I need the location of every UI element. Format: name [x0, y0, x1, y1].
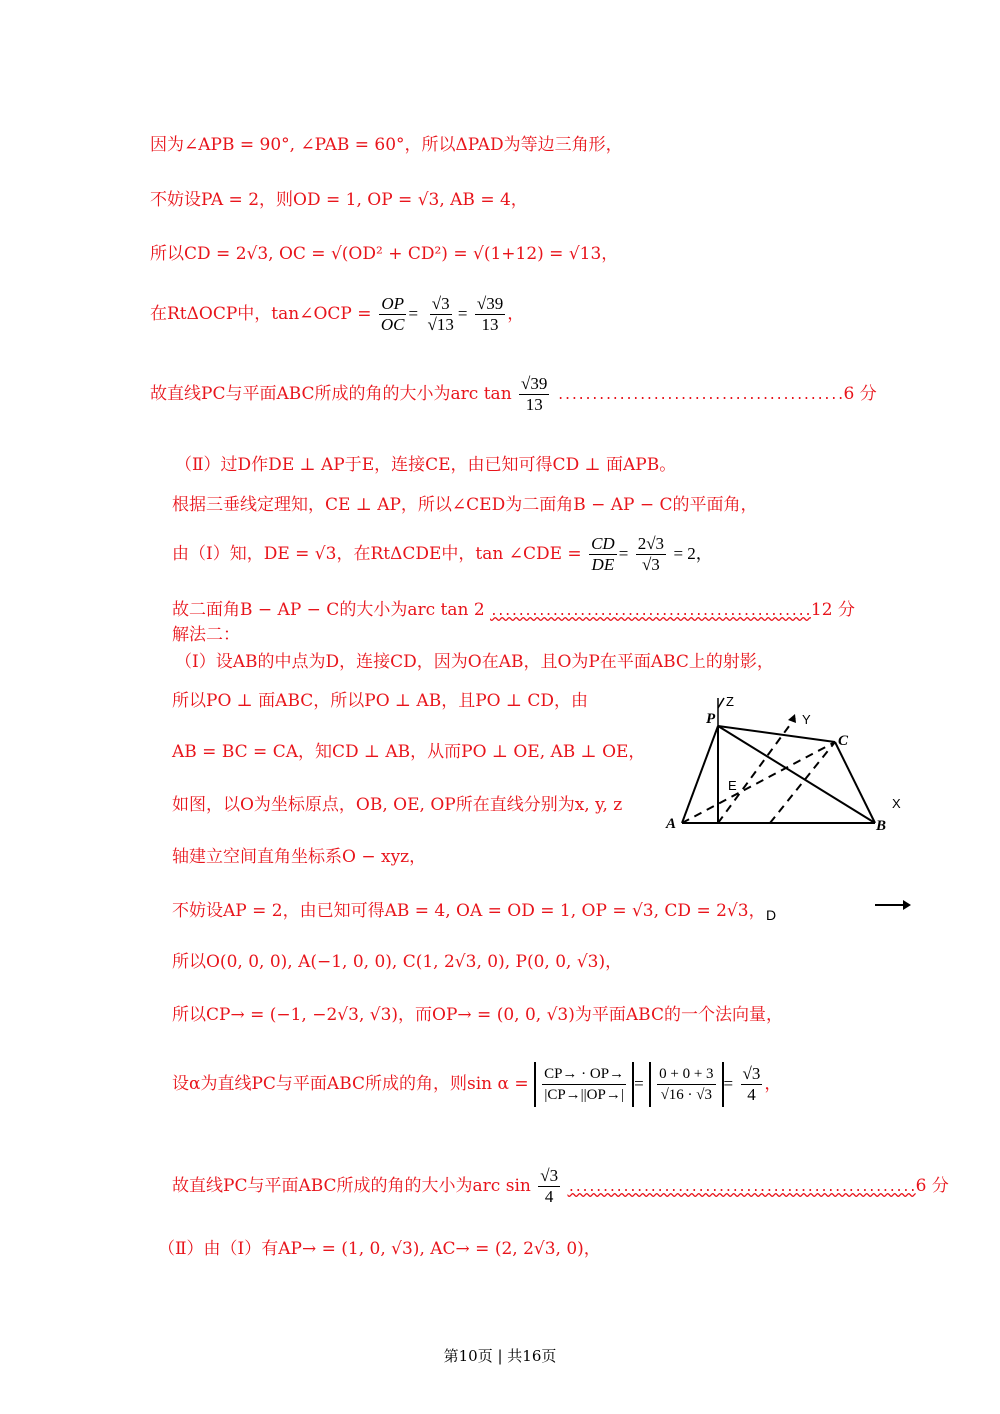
line-8-text: 由（Ⅰ）知，DE = √3，在RtΔCDE中，tan ∠CDE = — [172, 544, 582, 564]
line-5-text: 故直线PC与平面ABC所成的角的大小为arc tan — [150, 384, 512, 404]
page-footer: 第10页 | 共16页 — [443, 1347, 557, 1365]
fraction-2sqrt3-sqrt3: $\frac{2√3}{√3}$ — [637, 534, 665, 574]
stray-label-d: D — [766, 907, 777, 923]
label-p: P — [706, 711, 716, 727]
line-6: （Ⅱ）过D作DE ⊥ AP于E，连接CE，由已知可得CD ⊥ 面APB。 — [175, 455, 677, 475]
score-label: 6 分 — [843, 384, 877, 404]
line-8: 由（Ⅰ）知，DE = √3，在RtΔCDE中，tan ∠CDE = $\frac{CD}{DE}$ = $\frac{2√3}{√3}$ = 2， — [172, 534, 713, 574]
line-15: 轴建立空间直角坐标系O − xyz， — [172, 847, 427, 867]
label-e: E — [728, 778, 737, 793]
line-1: 因为∠APB = 90°, ∠PAB = 60°，所以ΔPAD为等边三角形， — [150, 135, 623, 155]
y-axis-arrowhead — [788, 714, 796, 723]
edge-pa — [682, 726, 718, 823]
line-4: 在RtΔOCP中，tan∠OCP = $\frac{OP}{OC}$ = $\frac{√3}{√13}$ = $\frac{√39}{13}$ ， — [150, 294, 525, 334]
edge-pc — [718, 726, 835, 742]
line-16: 不妨设AP = 2，由已知可得AB = 4, OA = OD = 1, OP = √3, CD = 2√3， — [172, 901, 766, 921]
line-11: （Ⅰ）设AB的中点为D，连接CD，因为O在AB，且O为P在平面ABC上的射影， — [175, 652, 774, 672]
line-20 — [172, 1166, 949, 1207]
edge-cd-hidden — [770, 742, 835, 823]
fraction-sqrt39-13-b: $\frac{√39}{13}$ — [521, 374, 548, 414]
line-21: （Ⅱ）由（Ⅰ）有AP→ = (1, 0, √3), AC→ = (2, 2√3, 0)， — [158, 1239, 601, 1259]
fraction-sqrt39-13: $\frac{√39}{13}$ — [476, 294, 504, 334]
line-13: AB = BC = CA，知CD ⊥ AB，从而PO ⊥ OE, AB ⊥ OE， — [172, 742, 646, 762]
line-14: 如图，以O为坐标原点，OB, OE, OP所在直线分别为x, y, z — [172, 795, 623, 815]
arrow-right-icon — [873, 895, 913, 915]
line-19: 设α为直线PC与平面ABC所成的角，则sin α = $\frac{CP\to \cdot OP\to}{|CP\to||OP\to|}$ = $\frac{0 + 0 + 3}{√16 \cdot √3}$ = $\frac{√3}{4}$ ， — [172, 1062, 781, 1107]
label-z: Z — [726, 694, 734, 709]
line-2: 不妨设PA = 2，则OD = 1, OP = √3, AB = 4， — [150, 190, 528, 210]
label-y: Y — [802, 712, 811, 727]
abs-value-cos: $\frac{CP\to \cdot OP\to}{|CP\to||OP\to|}$ — [534, 1062, 634, 1107]
line-4-text: 在RtΔOCP中，tan∠OCP = — [150, 304, 372, 324]
edge-ac-hidden — [682, 742, 835, 823]
line-3: 所以CD = 2√3, OC = √(OD² + CD²) = √(1+12) = √13， — [150, 244, 619, 264]
fraction-sqrt3-4: $\frac{√3}{4}$ — [742, 1064, 761, 1104]
label-a: A — [666, 816, 677, 832]
line-18: 所以CP→ = (−1, −2√3, √3)，而OP→ = (0, 0, √3)为平面ABC的一个法向量， — [172, 1005, 783, 1025]
leader-dots: ................................................... — [567, 1180, 916, 1195]
leader-dots: .......................................... — [556, 388, 844, 403]
label-c: C — [838, 733, 849, 749]
leader-dots: ............................................... — [490, 604, 811, 619]
line-7: 根据三垂线定理知，CE ⊥ AP，所以∠CED为二面角B − AP − C的平面角， — [172, 495, 758, 515]
line-12: 所以PO ⊥ 面ABC，所以PO ⊥ AB，且PO ⊥ CD，由 — [172, 691, 589, 711]
label-b: B — [876, 818, 887, 834]
fraction-sqrt3-4-b: $\frac{√3}{4}$ — [540, 1166, 559, 1206]
line-19-text: 设α为直线PC与平面ABC所成的角，则sin α = — [172, 1074, 529, 1094]
line-8-result: = 2， — [673, 544, 713, 563]
label-x: X — [892, 796, 901, 811]
pyramid-figure — [660, 690, 910, 840]
line-20-text: 故直线PC与平面ABC所成的角的大小为arc sin — [172, 1176, 531, 1196]
fraction-op-oc: $\frac{OP}{OC}$ — [380, 294, 405, 334]
fraction-cd-de: $\frac{CD}{DE}$ — [591, 534, 615, 574]
line-9 — [172, 599, 855, 623]
abs-value-numeric: $\frac{0 + 0 + 3}{√16 \cdot √3}$ — [649, 1062, 723, 1107]
score-label: 6 分 — [915, 1176, 949, 1196]
line-17: 所以O(0, 0, 0), A(−1, 0, 0), C(1, 2√3, 0), P(0, 0, √3)， — [172, 952, 623, 972]
score-label: 12 分 — [810, 600, 855, 620]
method-two-heading: 解法二： — [172, 625, 240, 645]
fraction-sqrt3-sqrt13: $\frac{√3}{√13}$ — [427, 294, 454, 334]
line-9-text: 故二面角B − AP − C的大小为arc tan 2 — [172, 600, 485, 620]
line-5 — [150, 374, 877, 415]
